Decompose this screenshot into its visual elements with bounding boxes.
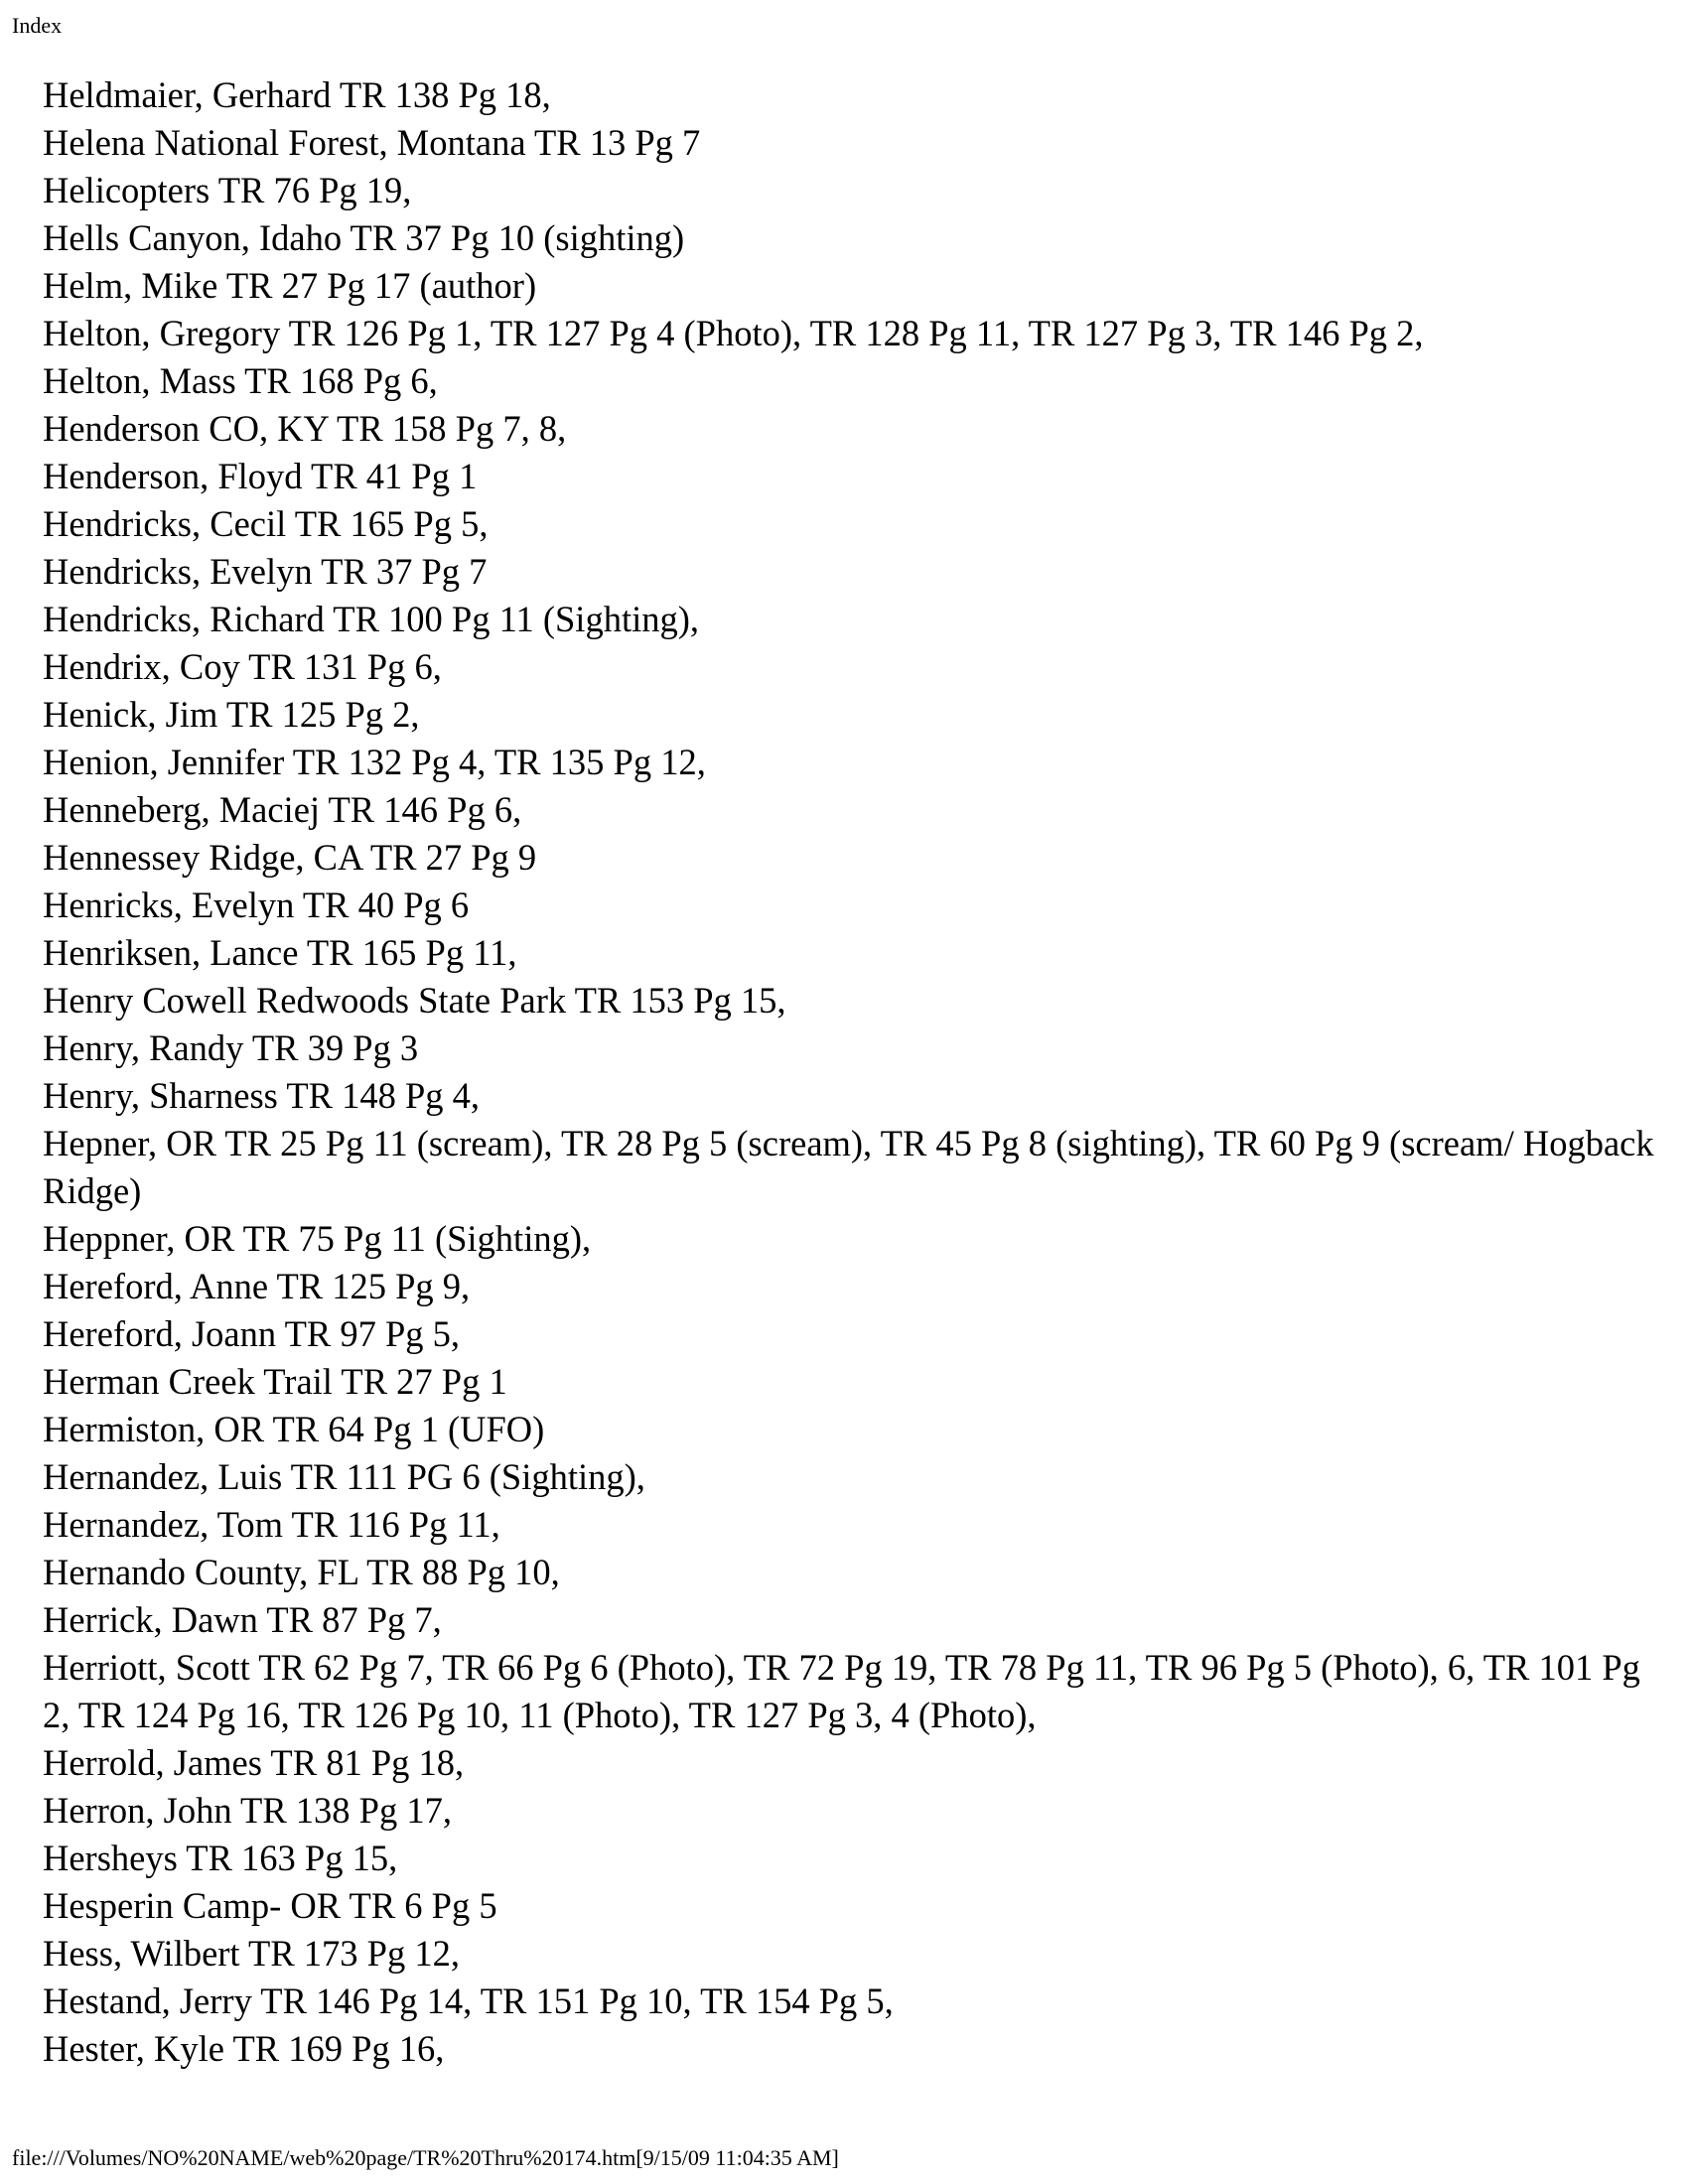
index-entry: Hendrix, Coy TR 131 Pg 6,	[43, 646, 442, 687]
index-entry: Herrick, Dawn TR 87 Pg 7,	[43, 1599, 442, 1640]
index-entry: Hepner, OR TR 25 Pg 11 (scream), TR 28 Pg 5 (scream), TR 45 Pg 8 (sighting), TR 60 Pg 9 (scream/ Hogback Ridge)	[43, 1123, 1654, 1211]
index-entry: Herman Creek Trail TR 27 Pg 1	[43, 1361, 507, 1402]
index-entry: Hesperin Camp- OR TR 6 Pg 5	[43, 1885, 497, 1926]
index-entry: Heppner, OR TR 75 Pg 11 (Sighting),	[43, 1218, 592, 1259]
index-entry: Hereford, Joann TR 97 Pg 5,	[43, 1313, 461, 1354]
index-entry: Hendricks, Evelyn TR 37 Pg 7	[43, 551, 488, 592]
index-entry: Hess, Wilbert TR 173 Pg 12,	[43, 1933, 460, 1974]
index-entry: Hells Canyon, Idaho TR 37 Pg 10 (sighting)	[43, 217, 685, 258]
index-entry: Henry, Randy TR 39 Pg 3	[43, 1027, 419, 1068]
index-entry: Hendricks, Richard TR 100 Pg 11 (Sighting),	[43, 599, 700, 639]
index-entry: Henriksen, Lance TR 165 Pg 11,	[43, 932, 517, 973]
index-entry: Herriott, Scott TR 62 Pg 7, TR 66 Pg 6 (Photo), TR 72 Pg 19, TR 78 Pg 11, TR 96 Pg 5 (Photo), 6, TR 101 Pg 2, TR 124 Pg 16, TR 126 Pg 10, 11 (Photo), TR 127 Pg 3, 4 (Photo),	[43, 1647, 1640, 1735]
index-entry: Henion, Jennifer TR 132 Pg 4, TR 135 Pg 12,	[43, 742, 706, 782]
index-entry: Henneberg, Maciej TR 146 Pg 6,	[43, 789, 522, 830]
page-footer-url: file:///Volumes/NO%20NAME/web%20page/TR%20Thru%20174.htm[9/15/09 11:04:35 AM]	[12, 2145, 839, 2170]
index-entry: Hermiston, OR TR 64 Pg 1 (UFO)	[43, 1409, 545, 1449]
index-entry: Henry, Sharness TR 148 Pg 4,	[43, 1075, 481, 1116]
index-entry: Henderson, Floyd TR 41 Pg 1	[43, 456, 478, 496]
index-entry: Herron, John TR 138 Pg 17,	[43, 1790, 452, 1831]
index-entry: Hendricks, Cecil TR 165 Pg 5,	[43, 503, 489, 544]
index-entry: Henick, Jim TR 125 Pg 2,	[43, 694, 420, 735]
index-entry: Hestand, Jerry TR 146 Pg 14, TR 151 Pg 10, TR 154 Pg 5,	[43, 1980, 894, 2021]
index-entry: Hereford, Anne TR 125 Pg 9,	[43, 1266, 471, 1306]
index-entry: Hersheys TR 163 Pg 15,	[43, 1838, 398, 1878]
page-title: Index	[12, 13, 63, 38]
index-entry: Hennessey Ridge, CA TR 27 Pg 9	[43, 837, 537, 878]
index-entry: Helton, Mass TR 168 Pg 6,	[43, 360, 438, 401]
index-entry: Henderson CO, KY TR 158 Pg 7, 8,	[43, 408, 567, 449]
index-entry: Hernandez, Luis TR 111 PG 6 (Sighting),	[43, 1456, 645, 1497]
index-entry: Henry Cowell Redwoods State Park TR 153 Pg 15,	[43, 980, 786, 1021]
index-entry: Helena National Forest, Montana TR 13 Pg 7	[43, 122, 701, 163]
index-entry-list	[43, 71, 1661, 2073]
index-entry: Henricks, Evelyn TR 40 Pg 6	[43, 885, 470, 925]
index-entry: Herrold, James TR 81 Pg 18,	[43, 1742, 465, 1783]
index-entry: Hernandez, Tom TR 116 Pg 11,	[43, 1504, 500, 1545]
index-entry: Heldmaier, Gerhard TR 138 Pg 18,	[43, 74, 551, 115]
index-entry: Hester, Kyle TR 169 Pg 16,	[43, 2028, 445, 2069]
index-entry: Helton, Gregory TR 126 Pg 1, TR 127 Pg 4 (Photo), TR 128 Pg 11, TR 127 Pg 3, TR 146 Pg 2,	[43, 313, 1424, 353]
index-entry: Helm, Mike TR 27 Pg 17 (author)	[43, 265, 537, 306]
index-entry: Hernando County, FL TR 88 Pg 10,	[43, 1552, 560, 1592]
index-entry: Helicopters TR 76 Pg 19,	[43, 170, 412, 210]
